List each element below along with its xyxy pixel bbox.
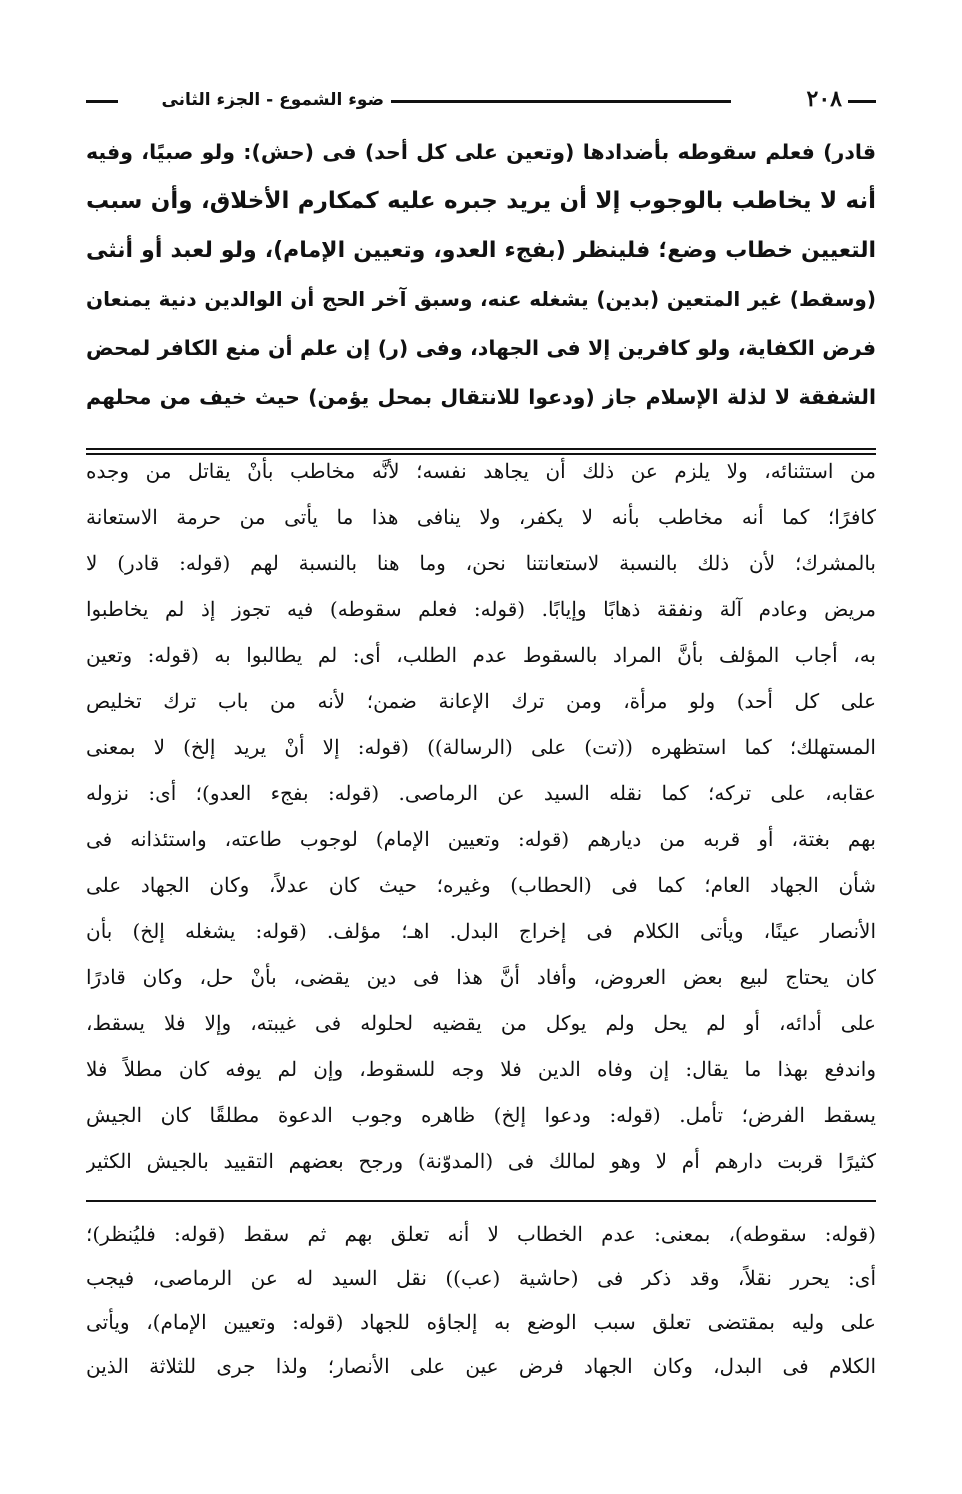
main-text-line: فرض الكفاية، ولو كافرين إلا فى الجهاد، وفى (ر) إن علم أن منع الكافر لمحض bbox=[86, 336, 876, 360]
footnote-line: (قوله: سقوطه)، بمعنى: عدم الخطاب لا أنه تعلق بهم ثم سقط (قوله: فليُنظر)؛ bbox=[86, 1222, 876, 1246]
commentary-line: مريض وعادم آلة ونفقة ذهابًا وإيابًا. (قوله: فعلم سقوطه) فيه تجوز إذ لم يخاطبوا bbox=[86, 597, 876, 621]
main-text-line: قادر) فعلم سقوطه بأضدادها (وتعين على كل أحد) فى (حش): ولو صبيًا، وفيه bbox=[86, 140, 876, 164]
commentary-line: يسقط الفرض؛ تأمل. (قوله: ودعوا إلخ) ظاهره وجوب الدعوة مطلقًا كان الجيش bbox=[86, 1103, 876, 1127]
header-rule-middle bbox=[391, 100, 731, 103]
running-title: ضوء الشموع - الجزء الثانى bbox=[161, 90, 384, 110]
commentary-line: واندفع بهذا ما يقال: إن وفاه الدين فلا وجه للسقوط، وإن لم يوفه كان مطلاً فلا bbox=[86, 1057, 876, 1081]
main-text-line: أنه لا يخاطب بالوجوب إلا أن يريد جبره عليه كمكارم الأخلاق، وأن سبب bbox=[86, 188, 876, 214]
main-text bbox=[86, 128, 876, 422]
commentary-line: به، أجاب المؤلف بأنَّ المراد بالسقوط عدم الطلب، أى: لم يطالبوا به (قوله: وتعين bbox=[86, 643, 876, 667]
page-header bbox=[86, 84, 876, 114]
main-text-line: (وسقط) غير المتعين (بدين) يشغله عنه، وسبق آخر الحج أن الوالدين دنية يمنعان bbox=[86, 287, 876, 311]
header-rule-left bbox=[86, 100, 118, 103]
commentary-line: كافرًا؛ كما أنه مخاطب بأنه لا يكفر، ولا ينافى هذا ما يأتى من حرمة الاستعانة bbox=[86, 505, 876, 529]
footnote-line: الكلام فى البدل، وكان الجهاد فرض عين على الأنصار؛ ولذا جرى للثلاثة الذين bbox=[86, 1354, 876, 1378]
commentary-line: شأن الجهاد العام؛ كما فى (الحطاب) وغيره؛ حيث كان عدلاً، وكان الجهاد على bbox=[86, 873, 876, 897]
footnote-line: أى: يحرر نقلاً، وقد ذكر فى (حاشية (عب)) نقل السيد له عن الرماصى، فيجب bbox=[86, 1266, 876, 1290]
commentary-line: المستهلك؛ كما استظهره ((تت) على (الرسالة)) (قوله: إلا أنْ يريد إلخ) لا بمعنى bbox=[86, 735, 876, 759]
page-number: ٢٠٨ bbox=[806, 86, 842, 112]
commentary-line: بالمشرك؛ لأن ذلك بالنسبة لاستعانتنا نحن، وما هنا بالنسبة لهم (قوله: قادر) لا bbox=[86, 551, 876, 575]
commentary-text bbox=[86, 448, 876, 1184]
main-text-line: الشفقة لا لذلة الإسلام جاز (ودعوا للانتقال بمحل يؤمن) حيث خيف من محلهم bbox=[86, 385, 876, 409]
commentary-line: كثيرًا قربت دارهم أم لا وهو لمالك فى (المدوّنة) ورجح بعضهم التقييد بالجيش الكثير bbox=[86, 1149, 876, 1173]
commentary-line: الأنصار عينًا، ويأتى الكلام فى إخراج البدل. اهـ؛ مؤلف. (قوله: يشغله إلخ) بأن bbox=[86, 919, 876, 943]
commentary-line: كان يحتاج لبيع بعض العروض، وأفاد أنَّ هذا فى دين يقضى، بأنْ حل، وكان قادرًا bbox=[86, 965, 876, 989]
main-text-line: التعيين خطاب وضع؛ فلينظر (بفجء العدو، وتعيين الإمام)، ولو لعبد أو أنثى bbox=[86, 238, 876, 263]
commentary-line: بهم بغتة، أو قربه من ديارهم (قوله: وتعيين الإمام) لوجوب طاعته، واستئذانه فى bbox=[86, 827, 876, 851]
footnote-divider bbox=[86, 1200, 876, 1202]
footnote-text bbox=[86, 1212, 876, 1388]
commentary-line: على كل أحد) ولو مرأة، ومن ترك الإعانة ضمن؛ لأنه من باب ترك تخليص bbox=[86, 689, 876, 713]
footnote-line: على وليه بمقتضى تعلق سبب الوضع به إلجاؤه للجهاد (قوله: وتعيين الإمام)، ويأتى bbox=[86, 1310, 876, 1334]
commentary-line: من استثنائه، ولا يلزم عن ذلك أن يجاهد نفسه؛ لأنَّه مخاطب بأنْ يقاتل من وجده bbox=[86, 459, 876, 483]
commentary-line: على أدائه، أو لم يحل ولم يوكل من يقضيه لحلوله فى غيبته، وإلا فلا يسقط، bbox=[86, 1011, 876, 1035]
header-rule-right bbox=[848, 100, 876, 103]
commentary-line: عقابه، على تركه؛ كما نقله السيد عن الرماصى. (قوله: بفجء العدو)؛ أى: نزوله bbox=[86, 781, 876, 805]
